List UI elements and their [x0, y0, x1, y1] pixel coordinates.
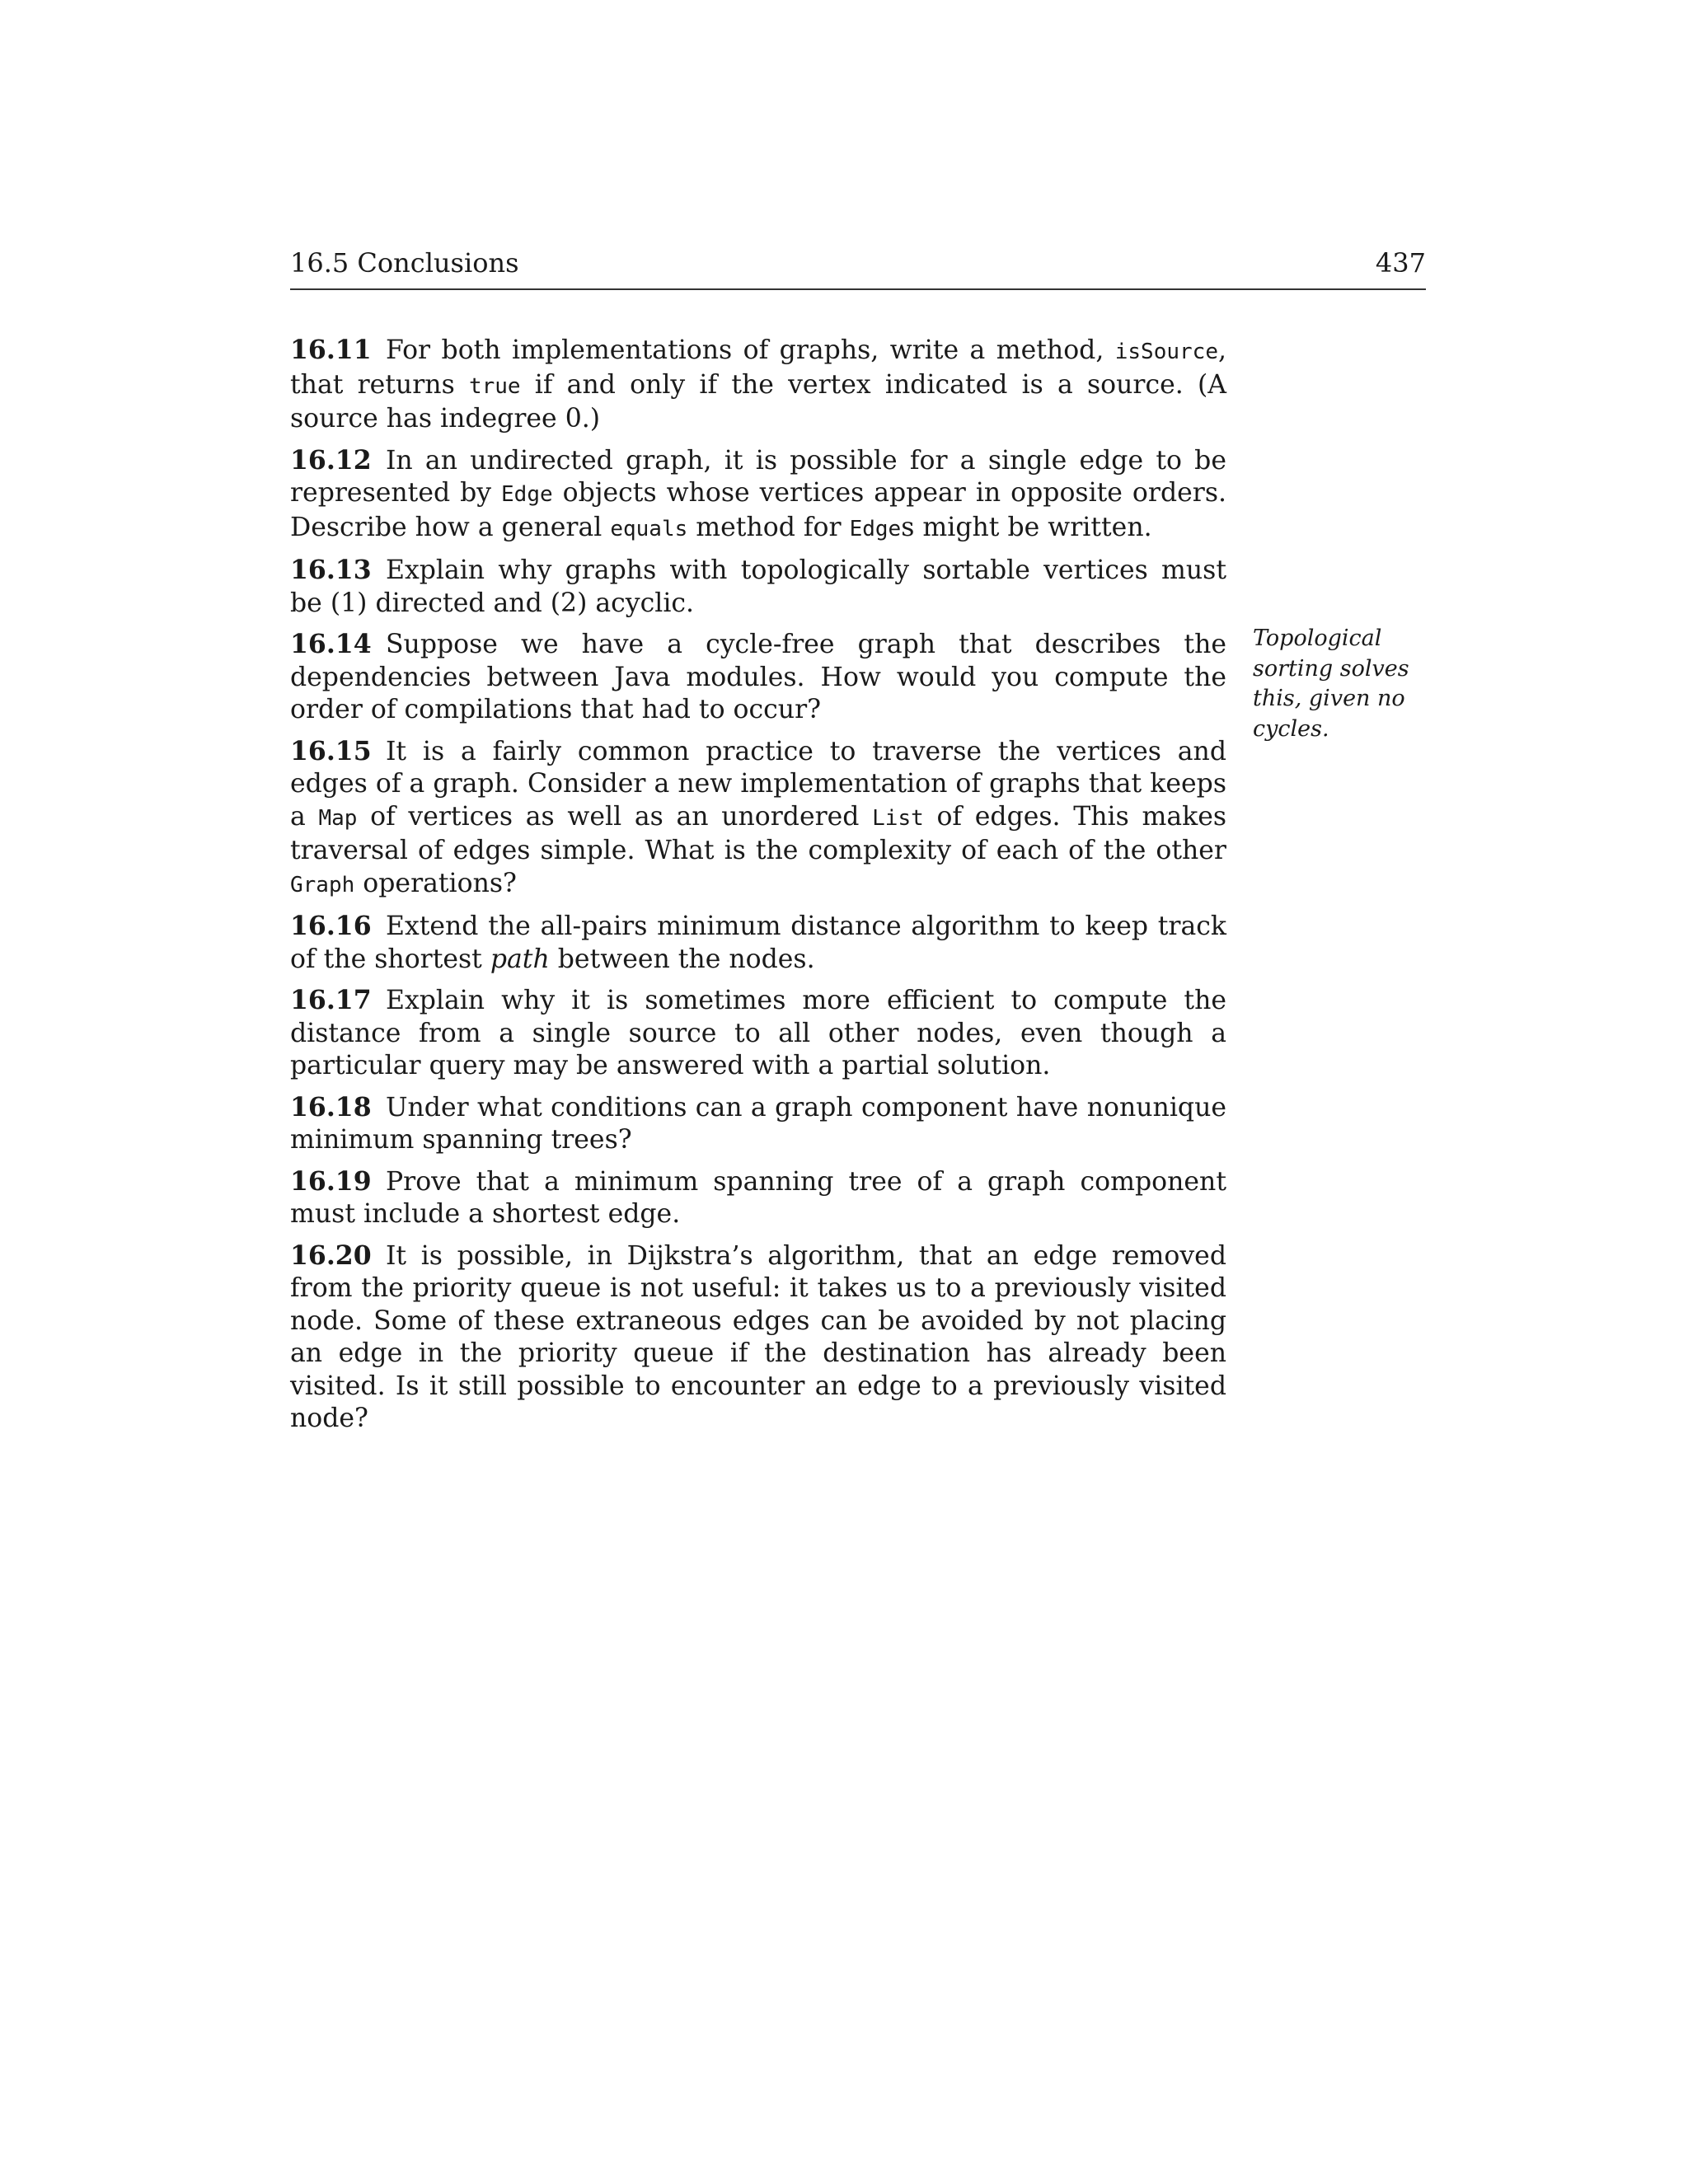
exercise-16-19 [290, 1165, 1226, 1231]
exercise-16-16 [290, 910, 1226, 976]
exercise-text: method for [687, 512, 850, 542]
exercise-text: It is a fairly common practice to traverse the vertices and edges of a graph. Consider a new implementation of graphs that keeps a [290, 736, 1226, 832]
exercise-16-20 [290, 1240, 1226, 1436]
exercise-list [290, 334, 1226, 1444]
exercise-text: if and only if the vertex indicated is a source. (A source has indegree 0.) [290, 369, 1226, 434]
exercise-text: of vertices as well as an unordered [357, 801, 873, 832]
exercise-number: 16.19 [290, 1165, 372, 1197]
code-term: Graph [290, 872, 355, 898]
exercise-text: Extend the all-pairs minimum distance algorithm to keep track of the shortest [290, 912, 1226, 974]
exercise-text: For both implementations of graphs, write a method, [385, 335, 1115, 365]
exercise-text: between the nodes. [549, 944, 815, 974]
code-term: List [872, 805, 924, 831]
exercise-16-11 [290, 334, 1226, 436]
code-term: true [468, 373, 521, 399]
exercise-text: Suppose we have a cycle-free graph that describes the dependencies between Java modules. How would you compute the order of compilations that had to occur? [290, 630, 1226, 724]
exercise-text: s might be written. [901, 512, 1152, 542]
exercise-16-15 [290, 735, 1226, 902]
exercise-text: , that returns [290, 335, 1226, 400]
exercise-text: of edges. This makes traversal of edges simple. What is the complexity of each of the other [290, 801, 1226, 865]
section-title: 16.5 Conclusions [290, 247, 519, 279]
exercise-number: 16.17 [290, 985, 372, 1015]
exercise-text: objects whose vertices appear in opposite orders. Describe how a general [290, 478, 1226, 542]
exercise-16-13 [290, 554, 1226, 620]
page-number: 437 [1375, 247, 1426, 279]
exercise-number: 16.11 [290, 335, 372, 365]
exercise-text: Under what conditions can a graph component have nonunique minimum spanning trees? [290, 1092, 1226, 1155]
exercise-number: 16.12 [290, 444, 372, 476]
code-term: Map [318, 805, 358, 831]
exercise-text: It is possible, in Dijkstra’s algorithm, that an edge removed from the priority queue is not useful: it takes us to a previously visited node. Some of these extraneous edges can be avoided by not placing an edge in the priority queue if the destination has already been visited. Is it still possible to encounter an edge to a previously visited node? [290, 1240, 1226, 1433]
code-term: isSource [1114, 340, 1218, 364]
code-term: Edge [501, 482, 553, 507]
exercise-16-17 [290, 984, 1226, 1083]
exercise-text: Explain why graphs with topologically sortable vertices must be (1) directed and (2) acyclic. [290, 555, 1226, 618]
running-head [290, 247, 1426, 290]
exercise-text: In an undirected graph, it is possible for a single edge to be represented by [290, 445, 1226, 508]
exercise-number: 16.16 [290, 911, 372, 941]
exercise-text: Explain why it is sometimes more efficient to compute the distance from a single source to all other nodes, even though a particular query may be answered with a partial solution. [290, 986, 1226, 1080]
exercise-number: 16.14 [290, 629, 372, 659]
emphasis-text: path [490, 944, 550, 974]
exercise-number: 16.18 [290, 1091, 372, 1122]
exercise-text: Prove that a minimum spanning tree of a graph component must include a shortest edge. [290, 1166, 1226, 1229]
exercise-number: 16.15 [290, 735, 372, 766]
exercise-number: 16.20 [290, 1240, 372, 1271]
exercise-16-14 [290, 628, 1226, 727]
margin-note: Topological sorting solves this, given no cycles. [1253, 626, 1409, 742]
code-term: equals [610, 516, 688, 541]
exercise-number: 16.13 [290, 555, 372, 585]
exercise-16-18 [290, 1091, 1226, 1157]
exercise-16-12 [290, 444, 1226, 546]
exercise-text: operations? [354, 868, 517, 898]
code-term: Edge [849, 516, 902, 541]
